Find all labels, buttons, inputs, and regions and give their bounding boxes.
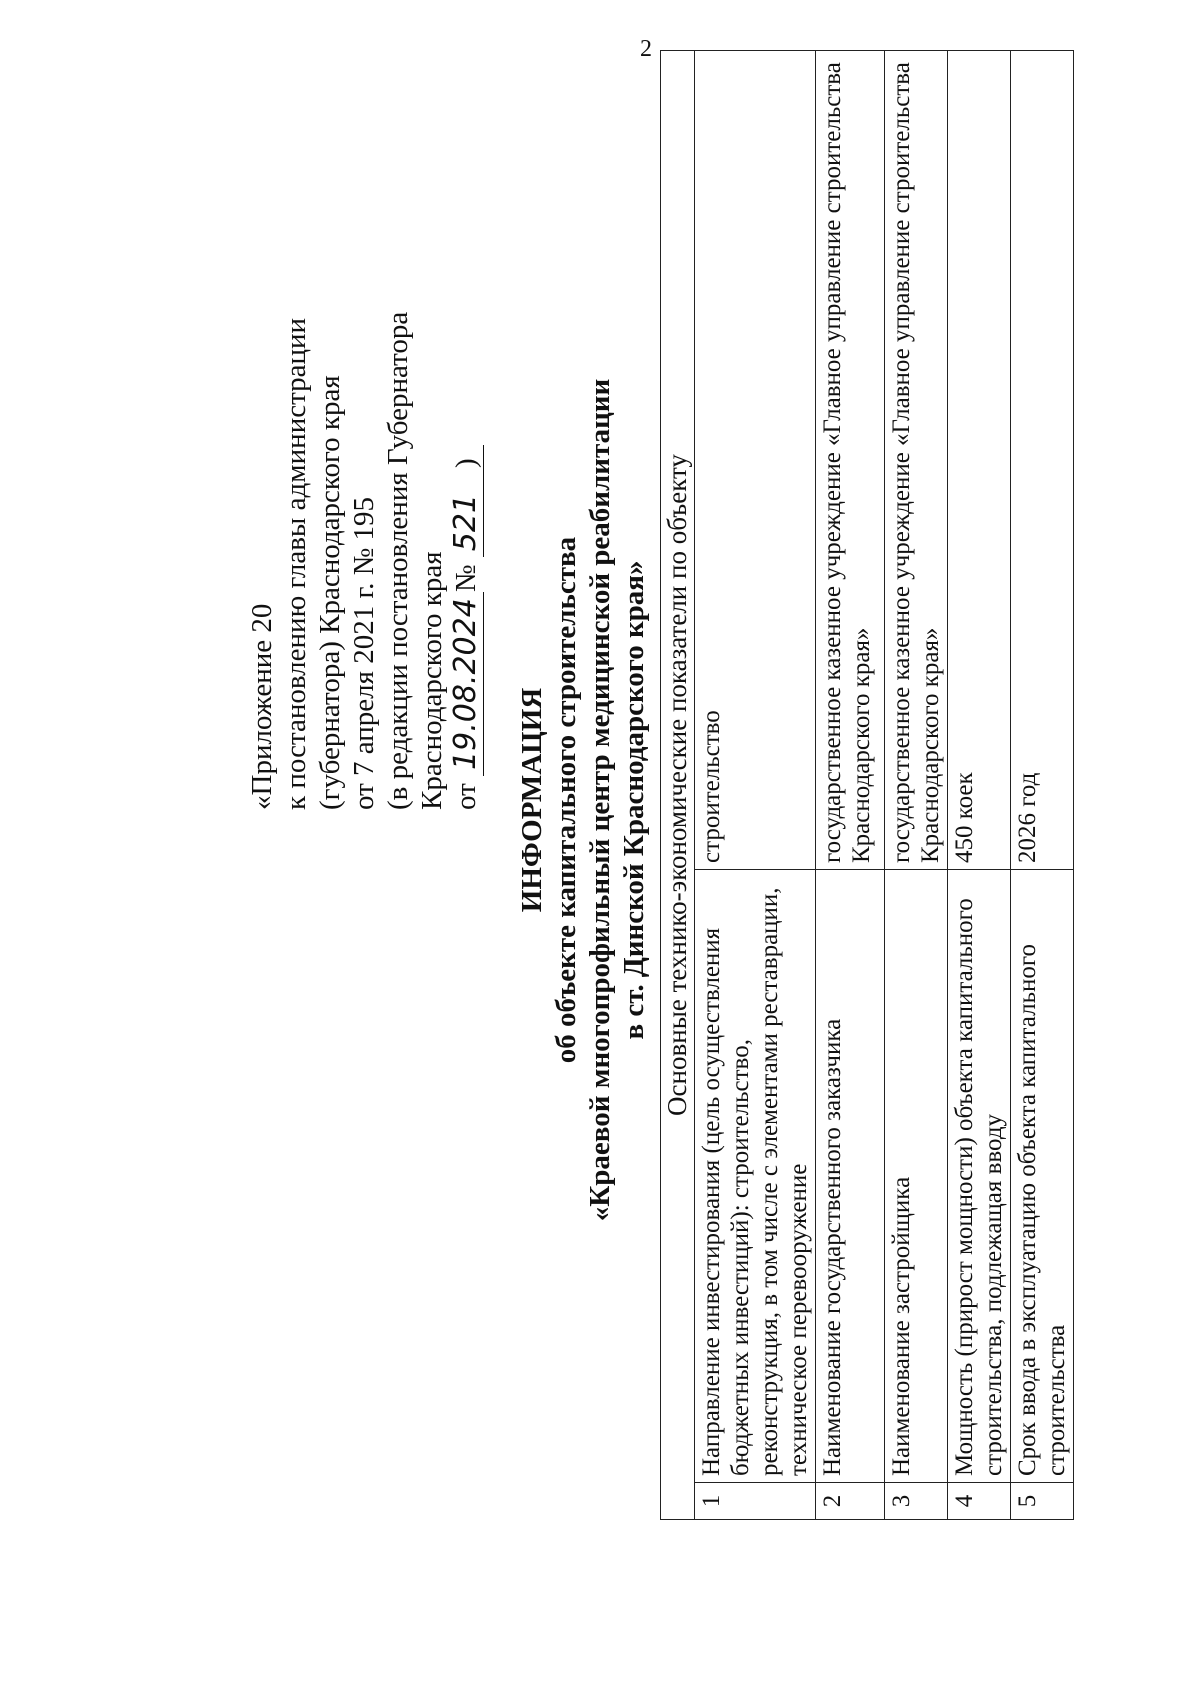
table-row <box>816 51 885 1520</box>
approval-stamp <box>245 50 484 810</box>
row-value: строительство <box>695 51 816 870</box>
row-number: 4 <box>948 1483 1011 1520</box>
table-row <box>948 51 1011 1520</box>
table-row <box>885 51 948 1520</box>
page-number: 2 <box>640 36 652 62</box>
row-label: Срок ввода в эксплуатацию объекта капитального строительства <box>1011 870 1074 1483</box>
approval-line: Краснодарского края <box>416 551 448 810</box>
row-label: Наименование государственного заказчика <box>816 870 885 1483</box>
rotated-landscape-content <box>245 50 1070 1550</box>
handwritten-number: 521 <box>449 475 484 557</box>
document-title <box>515 50 651 1550</box>
table-row <box>1011 51 1074 1520</box>
row-label: Мощность (прирост мощности) объекта капитального строительства, подлежащая вводу <box>948 870 1011 1483</box>
title-object-name: «Краевой многопрофильный центр медицинской реабилитации <box>584 378 616 1222</box>
approval-line: к постановлению главы администрации <box>280 317 312 810</box>
table-section-header: Основные технико-экономические показатели по объекту <box>661 51 695 1520</box>
row-value: 2026 год <box>1011 51 1074 870</box>
row-label: Наименование застройщика <box>885 870 948 1483</box>
table-row <box>695 51 816 1520</box>
row-value: государственное казенное учреждение «Главное управление строительства Краснодарского края» <box>885 51 948 870</box>
row-value: 450 коек <box>948 51 1011 870</box>
row-number: 1 <box>695 1483 816 1520</box>
approval-line: (губернатора) Краснодарского края <box>314 375 346 810</box>
approval-line: (в редакции постановления Губернатора <box>382 311 414 810</box>
approval-date-line: от 19.08.2024№ 521 ) <box>449 50 484 810</box>
indicators-table <box>660 50 1074 1520</box>
handwritten-date: 19.08.2024 <box>449 592 484 776</box>
row-number: 3 <box>885 1483 948 1520</box>
row-value: государственное казенное учреждение «Главное управление строительства Краснодарского края» <box>816 51 885 870</box>
title-subheading: об объекте капитального строительства <box>550 536 582 1064</box>
number-prefix: № <box>450 564 482 593</box>
title-heading: ИНФОРМАЦИЯ <box>516 687 548 913</box>
approval-line: «Приложение 20 <box>246 603 278 810</box>
row-number: 2 <box>816 1483 885 1520</box>
date-prefix: от <box>450 783 482 810</box>
approval-line: от 7 апреля 2021 г. № 195 <box>348 496 380 810</box>
title-object-location: в ст. Динской Краснодарского края» <box>618 560 650 1040</box>
row-label: Направление инвестирования (цель осуществления бюджетных инвестиций): строительство, реконструкция, в том числе с элементами реставрации, техническое перевооружение <box>695 870 816 1483</box>
row-number: 5 <box>1011 1483 1074 1520</box>
